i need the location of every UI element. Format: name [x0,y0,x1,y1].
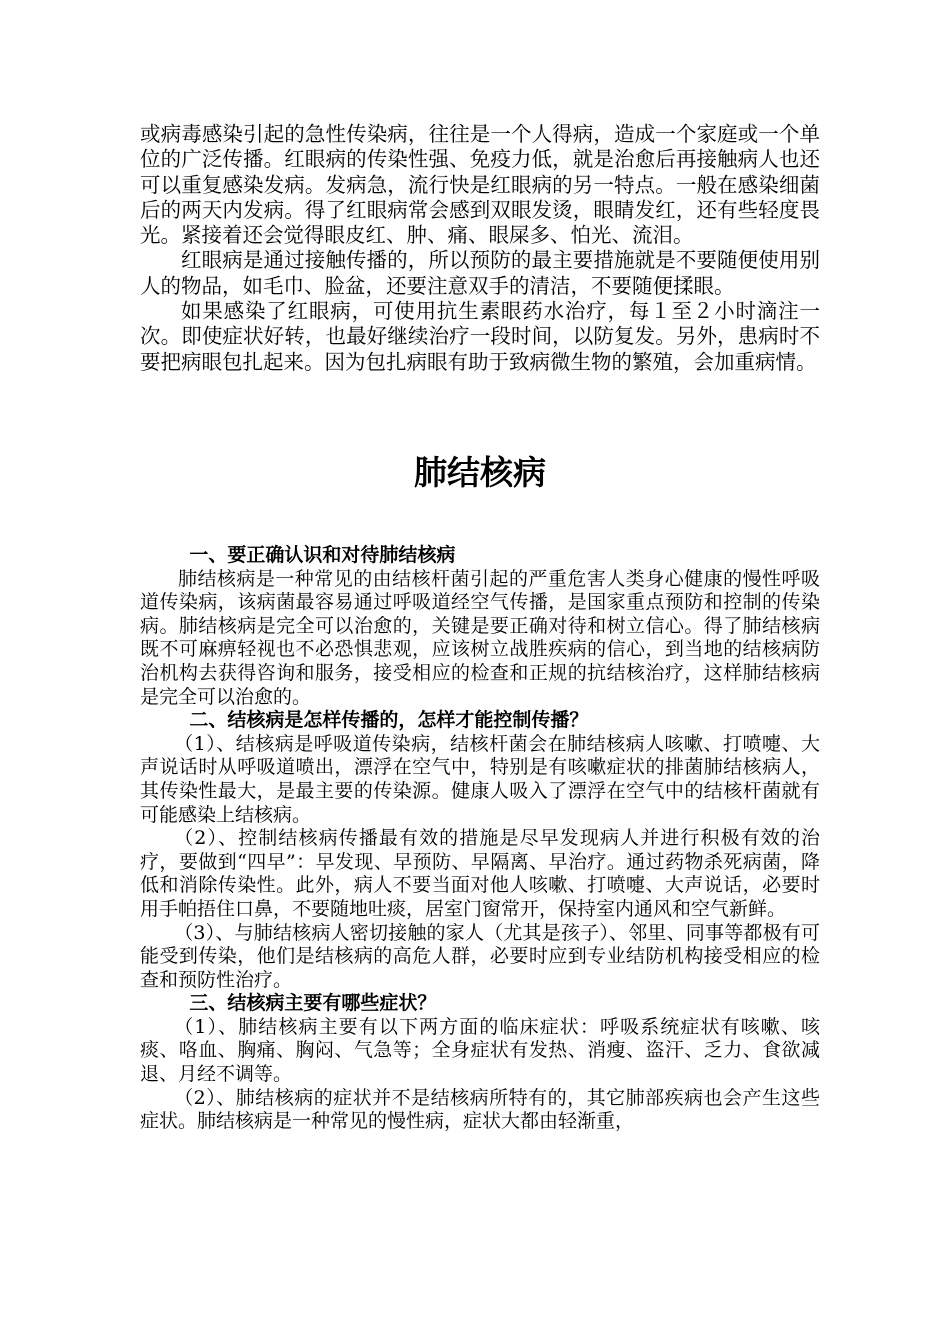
section-1-body: 肺结核病是一种常见的由结核杆菌引起的严重危害人类身心健康的慢性呼吸道传染病，该病菌最容易通过呼吸道经空气传播，是国家重点预防和控制的传染病。肺结核病是完全可以治愈的，关键是要正确对待和树立信心。得了肺结核病既不可麻痹轻视也不必恐惧悲观，应该树立战胜疾病的信心，到当地的结核病防治机构去获得咨询和服务，接受相应的检查和正规的抗结核治疗，这样肺结核病是完全可以治愈的。 [140,567,820,708]
section-2-item-2: （2）、控制结核病传播最有效的措施是尽早发现病人并进行积极有效的治疗，要做到“四早”：早发现、早预防、早隔离、早治疗。通过药物杀死病菌，降低和消除传染性。此外，病人不要当面对他人咳嗽、打喷嚏、大声说话，必要时用手帕捂住口鼻，不要随地吐痰，居室门窗常开，保持室内通风和空气新鲜。 [140,827,820,920]
section-3-item-1: （1）、肺结核病主要有以下两方面的临床症状：呼吸系统症状有咳嗽、咳痰、咯血、胸痛、胸闷、气急等；全身症状有发热、消瘦、盗汗、乏力、食欲减退、月经不调等。 [140,1015,820,1086]
section-3-item-2: （2）、肺结核病的症状并不是结核病所特有的，其它肺部疾病也会产生这些症状。肺结核病是一种常见的慢性病，症状大都由轻渐重， [140,1086,820,1133]
section-2-item-1: （1）、结核病是呼吸道传染病，结核杆菌会在肺结核病人咳嗽、打喷嚏、大声说话时从呼吸道喷出，漂浮在空气中，特别是有咳嗽症状的排菌肺结核病人，其传染性最大，是最主要的传染源。健康人吸入了漂浮在空气中的结核杆菌就有可能感染上结核病。 [140,732,820,826]
section-1-heading: 一、要正确认识和对待肺结核病 [189,544,456,566]
intro-paragraph-1: 或病毒感染引起的急性传染病，往往是一个人得病，造成一个家庭或一个单位的广泛传播。红眼病的传染性强、免疫力低，就是治愈后再接触病人也还可以重复感染发病。发病急，流行快是红眼病的另一特点。一般在感染细菌后的两天内发病。得了红眼病常会感到双眼发烫，眼睛发红，还有些轻度畏光。紧接着还会觉得眼皮红、肿、痛、眼屎多、怕光、流泪。 [140,122,820,248]
section-2-heading: 二、结核病是怎样传播的，怎样才能控制传播？ [189,709,589,732]
intro-paragraph-2: 红眼病是通过接触传播的，所以预防的最主要措施就是不要随便使用别人的物品，如毛巾、脸盆，还要注意双手的清洁，不要随便揉眼。 [140,248,820,298]
section-3-heading: 三、结核病主要有哪些症状？ [189,992,437,1015]
intro-block [140,122,820,375]
intro-paragraph-3: 如果感染了红眼病，可使用抗生素眼药水治疗，每１至２小时滴注一次。即使症状好转，也最好继续治疗一段时间，以防复发。另外，患病时不要把病眼包扎起来。因为包扎病眼有助于致病微生物的繁殖，会加重病情。 [140,299,820,374]
section-title: 肺结核病 [414,453,546,492]
section-2-item-3: （3）、与肺结核病人密切接触的家人（尤其是孩子）、邻里、同事等都极有可能受到传染，他们是结核病的高危人群，必要时应到专业结防机构接受相应的检查和预防性治疗。 [140,921,820,991]
main-block [140,544,820,1134]
